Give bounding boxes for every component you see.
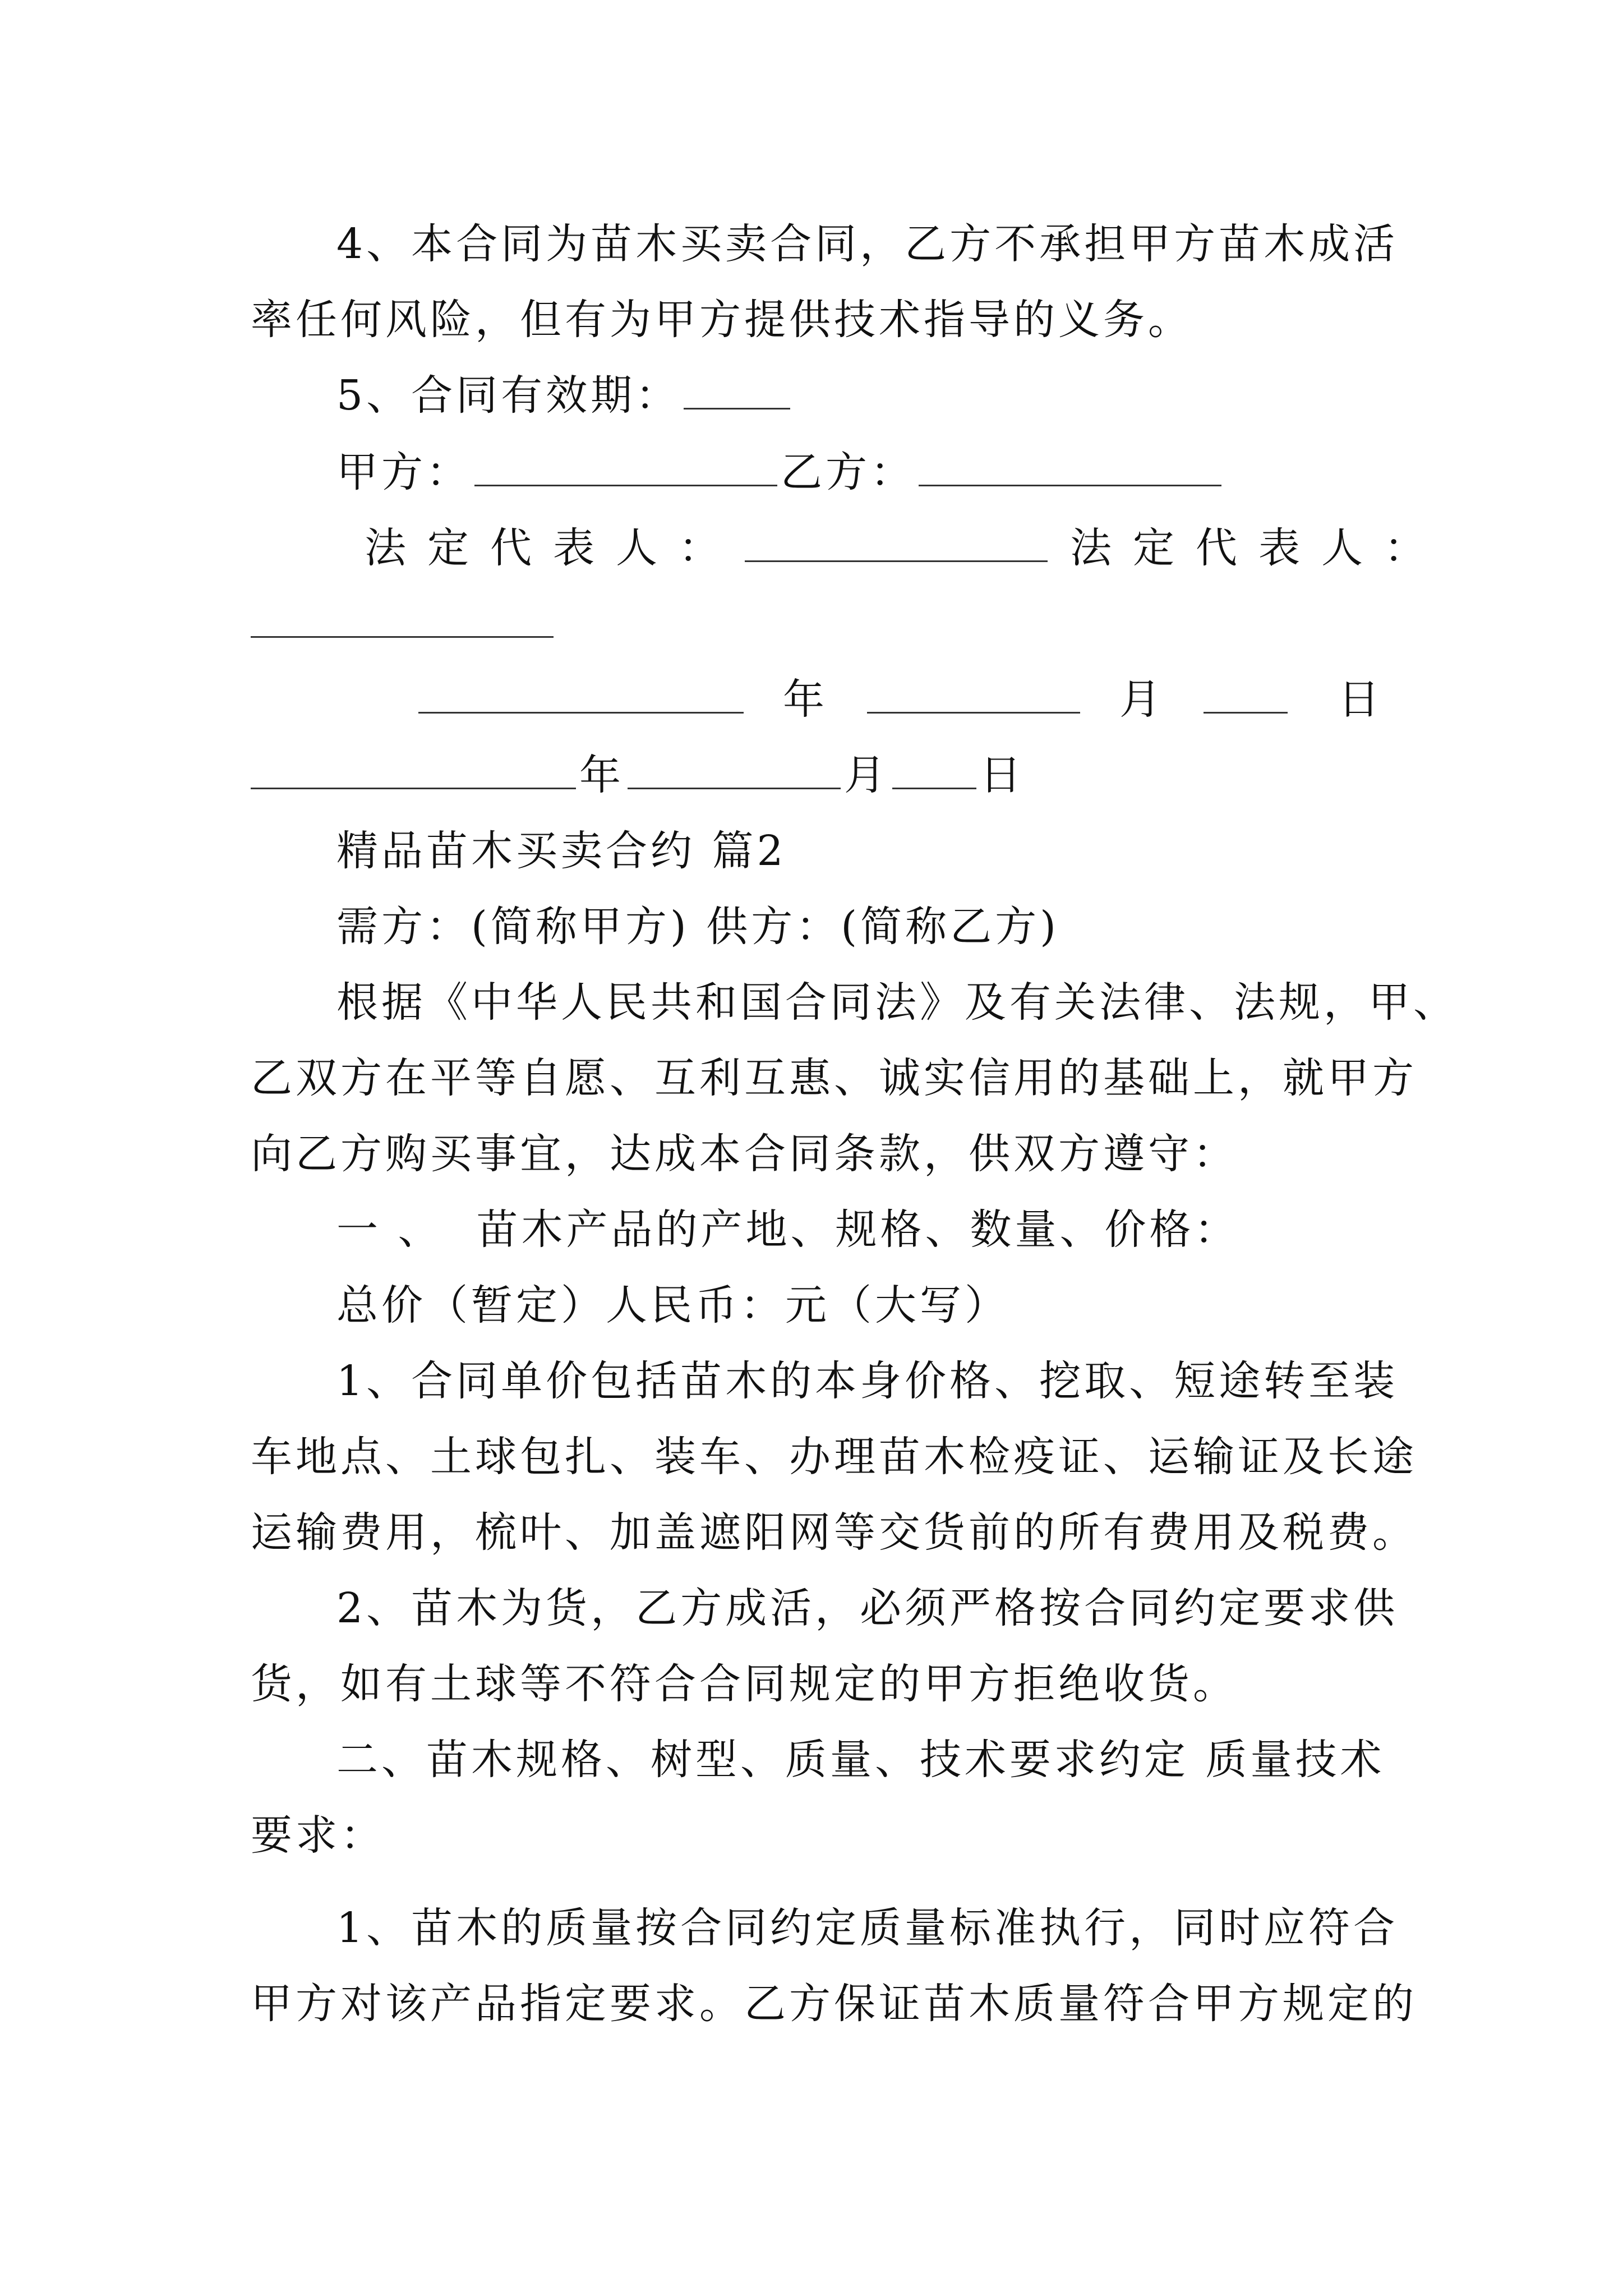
party-b-blank — [919, 485, 1221, 486]
legal-rep-b-label: 法定代表人： — [1070, 524, 1447, 572]
validity-blank — [684, 408, 790, 409]
year-blank-2 — [251, 788, 576, 789]
day-blank-1 — [1204, 712, 1288, 714]
item-1-line-1: 1、合同单价包括苗木的本身价格、挖取、短途转至装 — [336, 1357, 1399, 1405]
heading-2-line-2: 要求： — [251, 1811, 385, 1860]
clause-4-line-1: 4、本合同为苗木买卖合同，乙方不承担甲方苗木成活 — [336, 220, 1399, 268]
preamble-line-3: 向乙方购买事宜，达成本合同条款，供双方遵守： — [251, 1130, 1238, 1178]
legal-rep-a-blank — [745, 560, 1048, 562]
legal-rep-b-blank — [251, 636, 554, 638]
party-a-label: 甲方： — [336, 448, 471, 496]
heading-1 — [336, 1205, 1239, 1254]
month-label-2: 月 — [844, 751, 889, 799]
year-label-2: 年 — [579, 751, 624, 799]
preamble-line-2: 乙双方在平等自愿、互利互惠、诚实信用的基础上，就甲方 — [251, 1054, 1417, 1102]
month-label-1: 月 — [1119, 675, 1164, 724]
day-label-2: 日 — [980, 751, 1025, 799]
heading-2-line-1: 二、苗木规格、树型、质量、技术要求约定 质量技术 — [336, 1736, 1385, 1784]
legal-rep-b-blank-row — [251, 603, 557, 645]
item-2-line-2: 货，如有土球等不符合合同规定的甲方拒绝收货。 — [251, 1660, 1238, 1708]
total-price-line: 总价（暂定）人民币：元（大写） — [336, 1281, 1009, 1329]
section-title: 精品苗木买卖合约 篇2 — [336, 827, 787, 875]
year-label-1: 年 — [783, 675, 828, 724]
item-1-line-2: 车地点、土球包扎、装车、办理苗木检疫证、运输证及长途 — [251, 1433, 1417, 1481]
month-blank-2 — [628, 788, 841, 789]
quality-1-line-1: 1、苗木的质量按合同约定质量标准执行，同时应符合 — [336, 1904, 1399, 1952]
date-row-1 — [415, 675, 1383, 724]
clause-5 — [336, 371, 794, 420]
clause-4-line-2: 率任何风险，但有为甲方提供技术指导的义务。 — [251, 296, 1193, 344]
year-blank-1 — [418, 712, 744, 714]
legal-rep-row — [365, 524, 1447, 572]
clause-5-label: 5、合同有效期： — [336, 371, 681, 420]
month-blank-1 — [867, 712, 1080, 714]
item-1-line-3: 运输费用，梳叶、加盖遮阳网等交货前的所有费用及税费。 — [251, 1508, 1417, 1557]
heading-1-text: 苗木产品的产地、规格、数量、价格： — [476, 1205, 1239, 1254]
preamble-line-1: 根据《中华人民共和国合同法》及有关法律、法规，甲、 — [336, 978, 1458, 1027]
quality-1-line-2: 甲方对该产品指定要求。乙方保证苗木质量符合甲方规定的 — [251, 1980, 1417, 2028]
day-blank-2 — [892, 788, 976, 789]
signature-parties-row — [336, 448, 1225, 496]
legal-rep-a-label: 法定代表人： — [365, 524, 741, 572]
parties-line: 需方：(简称甲方) 供方：(简称乙方) — [336, 903, 1060, 951]
party-a-blank — [474, 485, 777, 486]
date-row-2 — [251, 751, 1025, 799]
party-b-label: 乙方： — [781, 448, 915, 496]
day-label-1: 日 — [1338, 675, 1383, 724]
heading-1-prefix: 一 、 — [336, 1205, 443, 1254]
item-2-line-1: 2、苗木为货，乙方成活，必须严格按合同约定要求供 — [336, 1584, 1399, 1632]
